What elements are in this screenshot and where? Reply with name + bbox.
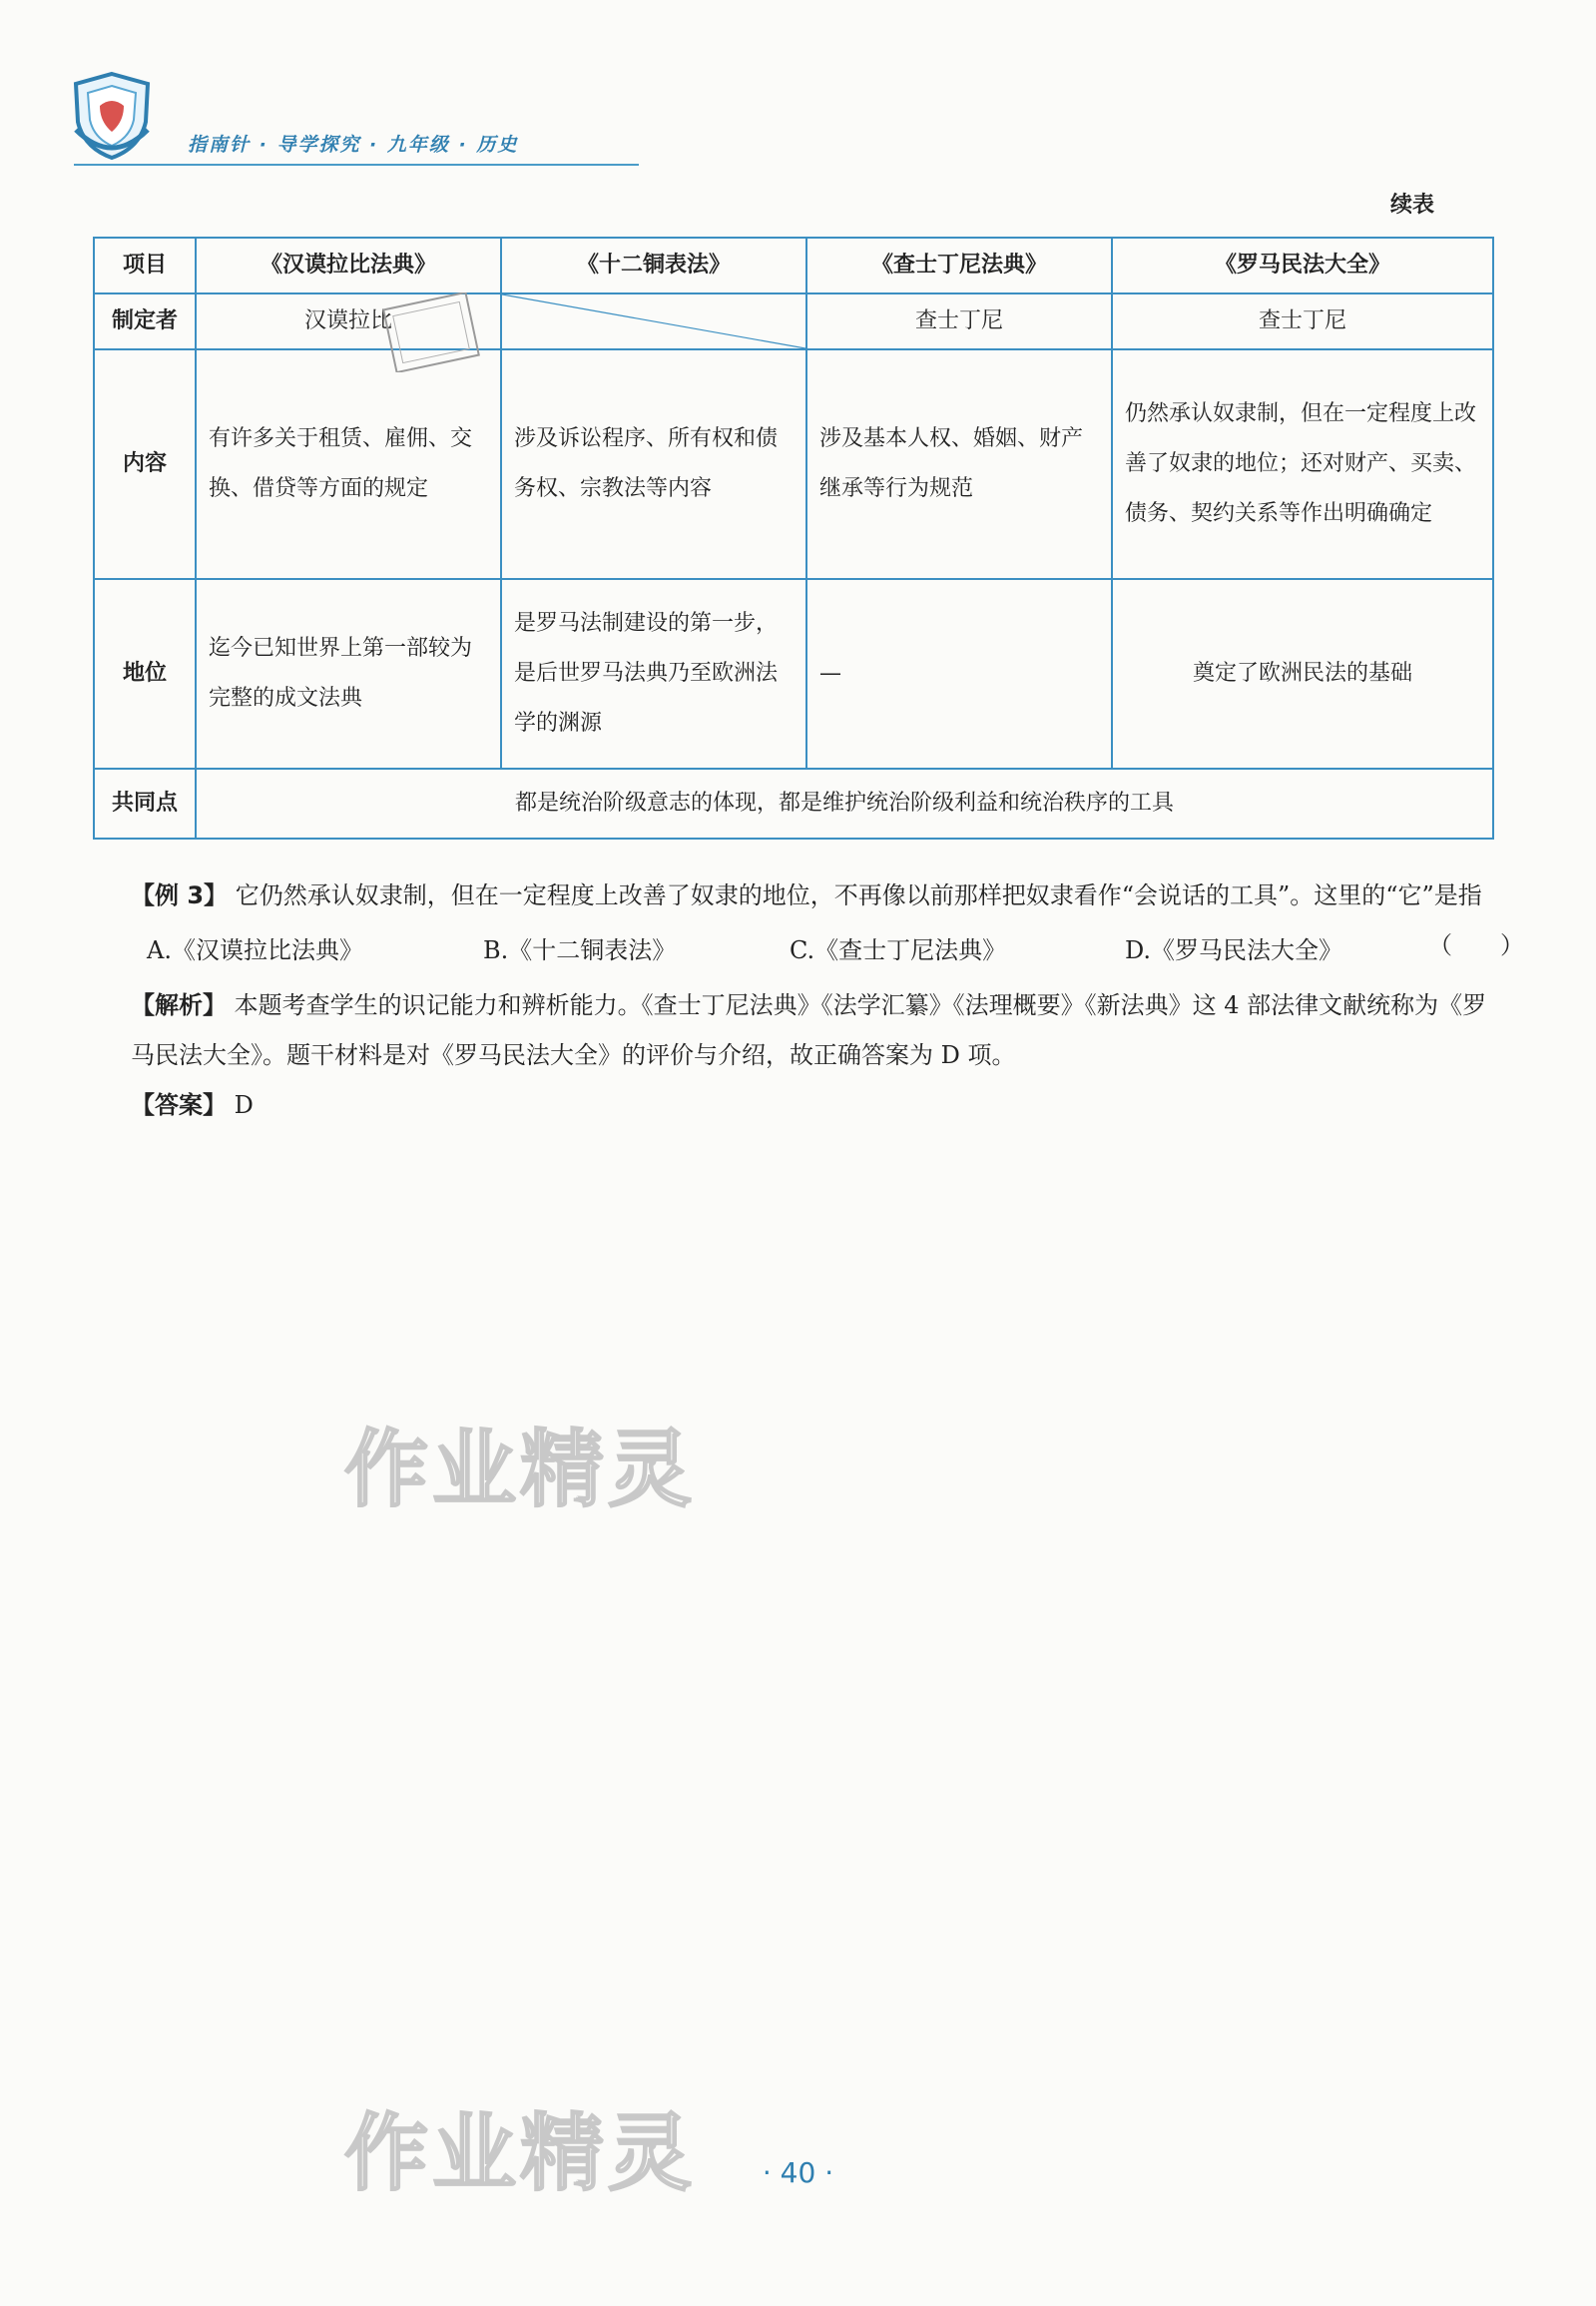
watermark: 作业精灵 [344,1421,697,1518]
table-cell: 汉谟拉比 [196,293,501,349]
example-tag: 【例 3】 [131,881,229,909]
continued-label: 续表 [1390,193,1435,218]
answer-text: D [234,1091,254,1119]
table-cell: 涉及诉讼程序、所有权和债务权、宗教法等内容 [501,349,806,579]
table-cell: 迄今已知世界上第一部较为完整的成文法典 [196,579,501,769]
table-cell: 有许多关于租赁、雇佣、交换、借贷等方面的规定 [196,349,501,579]
table-header-row [94,238,1493,293]
example-question: 它仍然承认奴隶制，但在一定程度上改善了奴隶的地位，不再像以前那样把奴隶看作“会说话的工具”。这里的“它”是指 [235,881,1482,909]
options-row [91,920,1524,980]
row-label: 制定者 [94,293,196,349]
page-header [70,70,639,170]
table-row [94,293,1493,349]
table-cell: 查士丁尼 [1112,293,1493,349]
table-row [94,769,1493,839]
column-header: 《十二铜表法》 [501,238,806,293]
table-row [94,579,1493,769]
law-comparison-table [93,237,1494,840]
column-header: 《汉谟拉比法典》 [196,238,501,293]
option-c: C.《查士丁尼法典》 [790,936,1007,964]
example-section [91,870,1524,1130]
answer-tag: 【答案】 [131,1091,227,1119]
table-cell: 是罗马法制建设的第一步，是后世罗马法典乃至欧洲法学的渊源 [501,579,806,769]
table-cell: — [806,579,1112,769]
option-a: A.《汉谟拉比法典》 [147,936,363,964]
row-label: 共同点 [94,769,196,839]
brand-title: 指南针 · 导学探究 · 九年级 · 历史 [188,134,519,156]
analysis-text: 本题考查学生的识记能力和辨析能力。《查士丁尼法典》《法学汇纂》《法理概要》《新法典》这 4 部法律文献统称为《罗马民法大全》。题干材料是对《罗马民法大全》的评价与介绍，故正确答案为 D 项。 [131,991,1487,1069]
header-rule [74,164,639,166]
empty-diagonal-cell [501,293,806,349]
stamp-icon [381,292,481,372]
diagonal-line [502,294,805,348]
table-cell: 查士丁尼 [806,293,1112,349]
table-cell: 仍然承认奴隶制，但在一定程度上改善了奴隶的地位；还对财产、买卖、债务、契约关系等作出明确确定 [1112,349,1493,579]
table-cell: 涉及基本人权、婚姻、财产继承等行为规范 [806,349,1112,579]
analysis-tag: 【解析】 [131,991,227,1019]
option-b: B.《十二铜表法》 [483,936,677,964]
answer-blank: （ ） [1428,931,1524,959]
option-d: D.《罗马民法大全》 [1125,936,1343,964]
page-number: · 40 · [762,2156,834,2189]
shield-logo-icon [70,70,154,162]
column-header: 项目 [94,238,196,293]
column-header: 《查士丁尼法典》 [806,238,1112,293]
row-label: 内容 [94,349,196,579]
row-label: 地位 [94,579,196,769]
table-cell: 奠定了欧洲民法的基础 [1112,579,1493,769]
table-row [94,349,1493,579]
column-header: 《罗马民法大全》 [1112,238,1493,293]
merged-cell: 都是统治阶级意志的体现，都是维护统治阶级利益和统治秩序的工具 [196,769,1493,839]
watermark: 作业精灵 [344,2104,697,2202]
